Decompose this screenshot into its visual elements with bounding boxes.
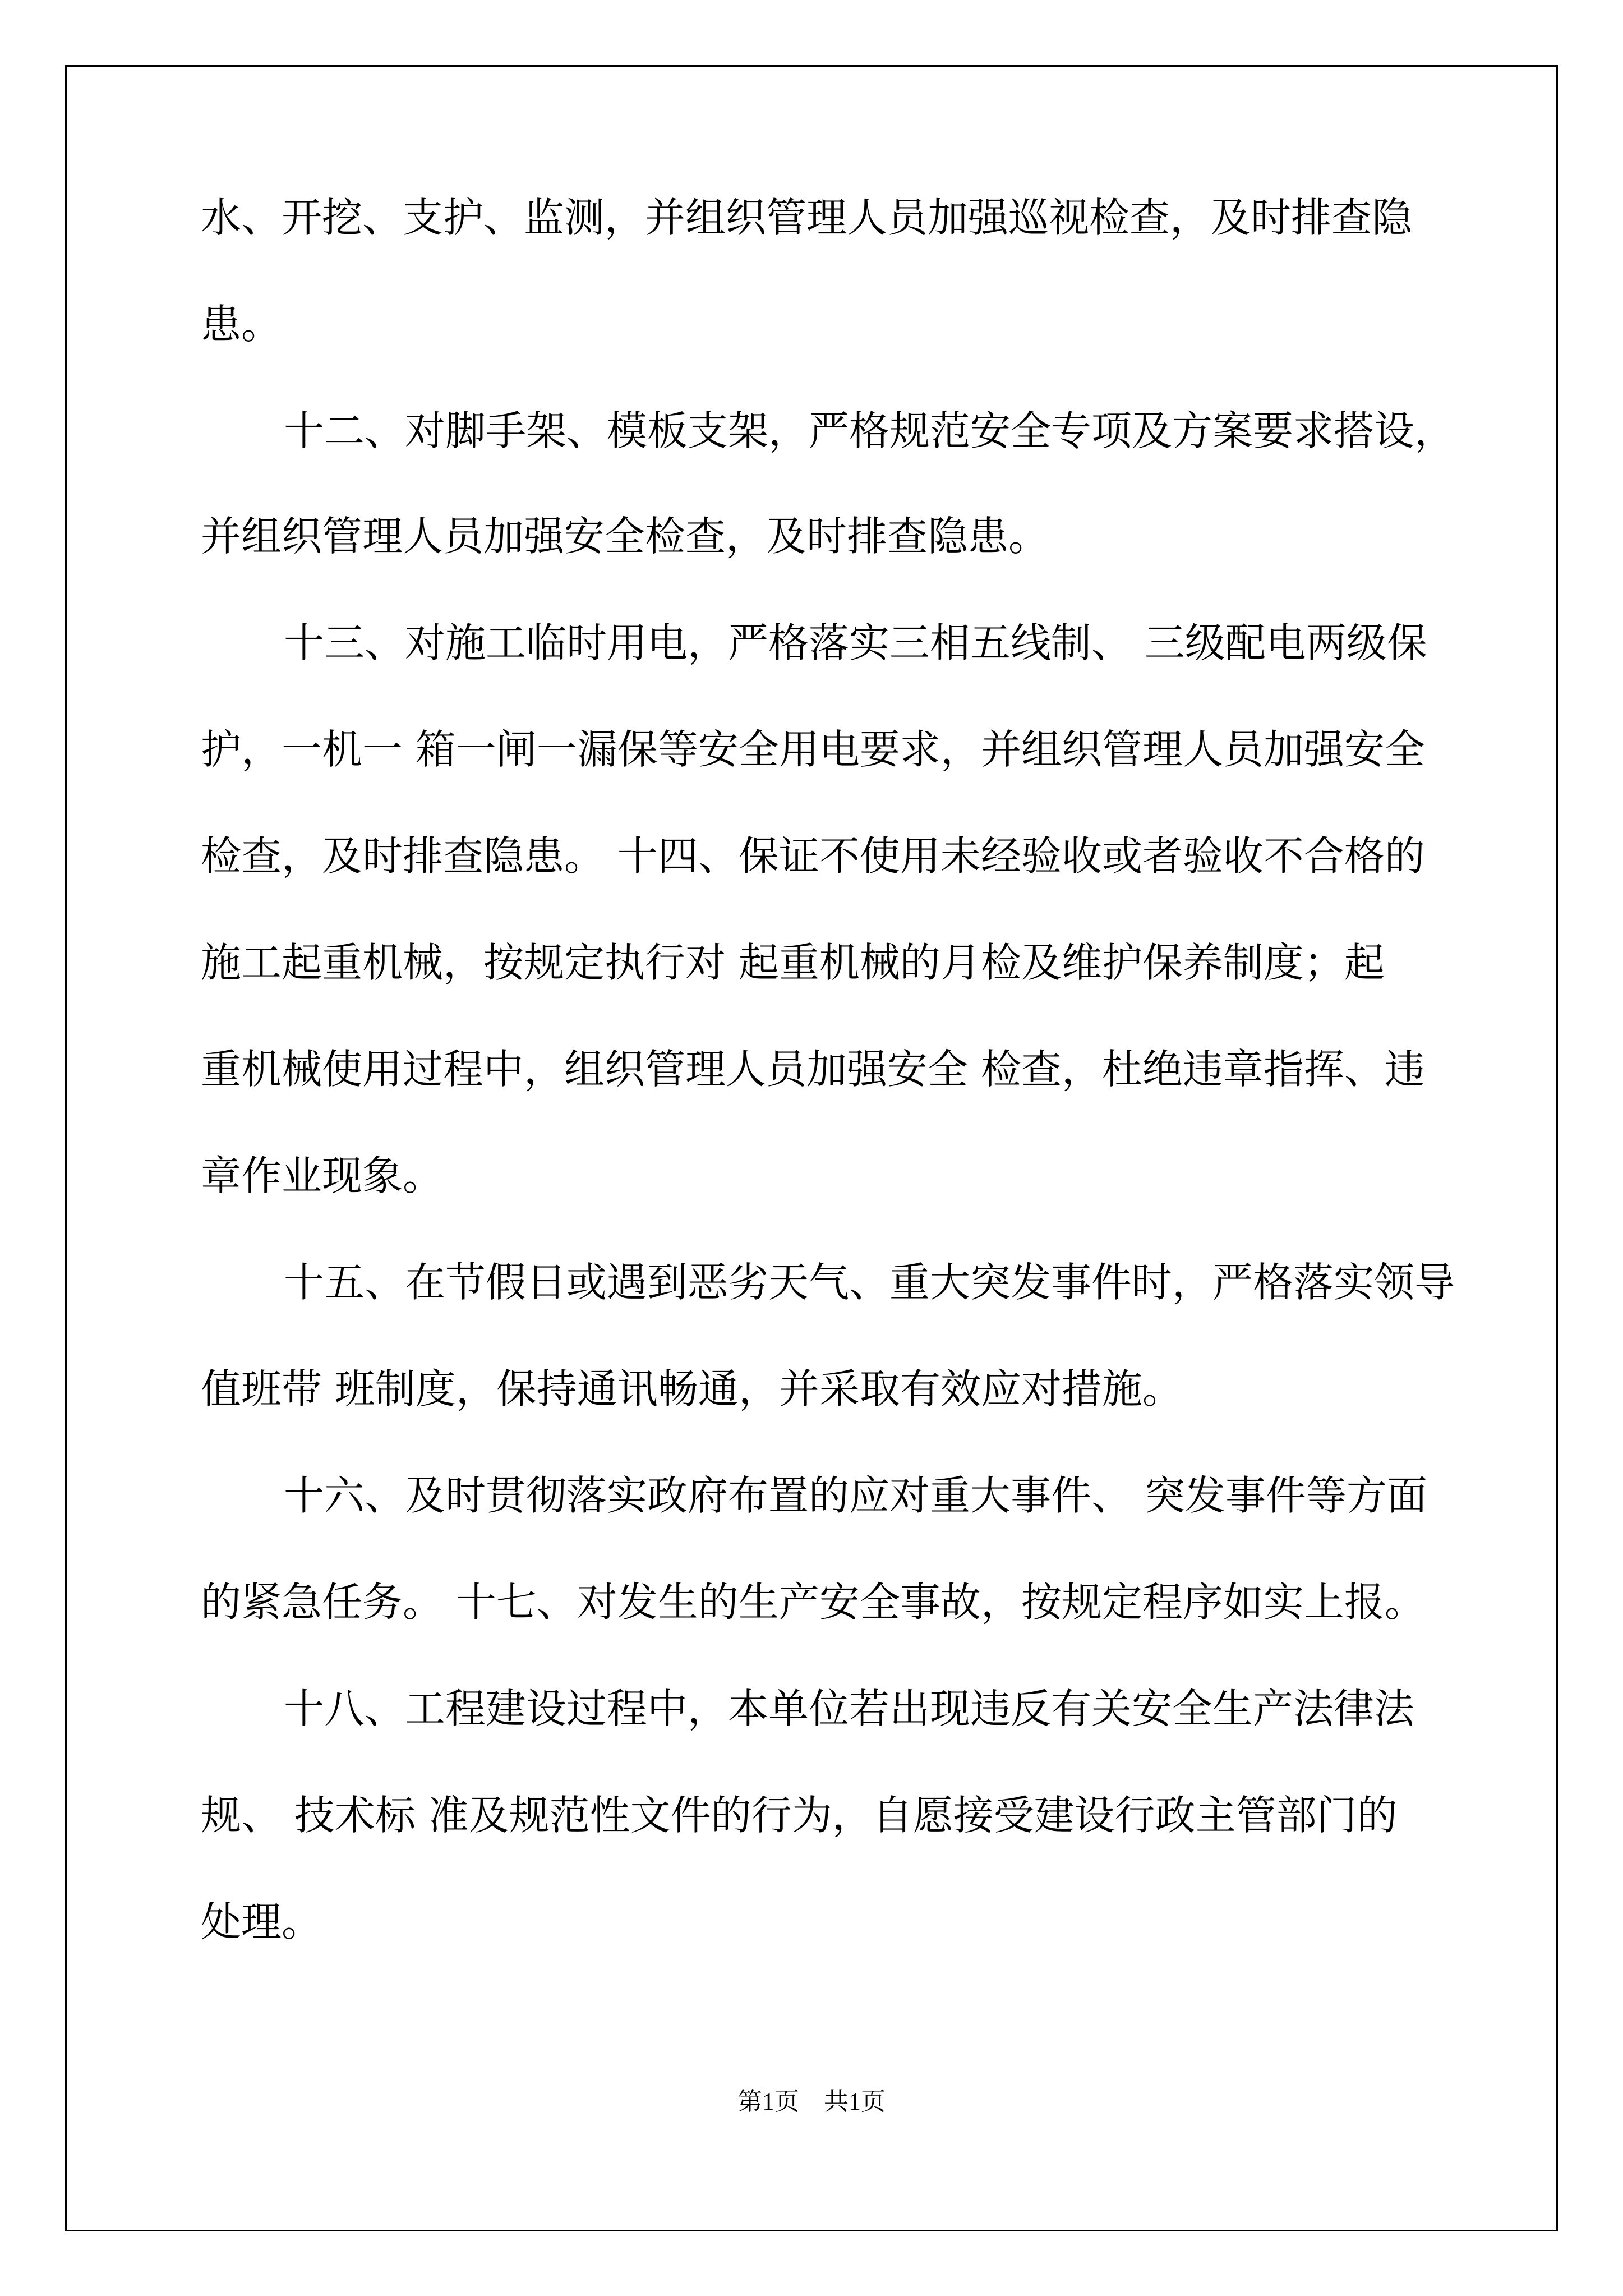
body-line: 规、 技术标 准及规范性文件的行为，自愿接受建设行政主管部门的 [201,1792,1398,1839]
body-line: 十五、在节假日或遇到恶劣天气、重大突发事件时，严格落实领导 [284,1259,1455,1306]
body-line: 十六、及时贯彻落实政府布置的应对重大事件、 突发事件等方面 [284,1472,1427,1519]
body-line: 十八、工程建设过程中，本单位若出现违反有关安全生产法律法 [284,1685,1415,1732]
body-line: 施工起重机械，按规定执行对 起重机械的月检及维护保养制度；起 [201,939,1385,986]
body-line: 检查，及时排查隐患。 十四、保证不使用未经验收或者验收不合格的 [201,832,1425,880]
page-number-footer: 第1页 共1页 [737,2088,886,2115]
body-line: 患。 [201,301,282,348]
body-line: 十三、对施工临时用电，严格落实三相五线制、 三级配电两级保 [284,619,1427,666]
body-line: 的紧急任务。 十七、对发生的生产安全事故，按规定程序如实上报。 [201,1579,1425,1626]
body-line: 处理。 [201,1898,322,1945]
body-line: 并组织管理人员加强安全检查，及时排查隐患。 [201,513,1049,560]
body-line: 值班带 班制度，保持通讯畅通，并采取有效应对措施。 [201,1365,1183,1412]
body-line: 十二、对脚手架、模板支架，严格规范安全专项及方案要求搭设， [284,407,1455,454]
body-line: 章作业现象。 [201,1152,444,1199]
body-line: 水、开挖、支护、监测，并组织管理人员加强巡视检查，及时排查隐 [201,194,1413,241]
body-line: 护，一机一 箱一闸一漏保等安全用电要求，并组织管理人员加强安全 [201,726,1425,773]
body-line: 重机械使用过程中，组织管理人员加强安全 检查，杜绝违章指挥、违 [201,1046,1425,1093]
